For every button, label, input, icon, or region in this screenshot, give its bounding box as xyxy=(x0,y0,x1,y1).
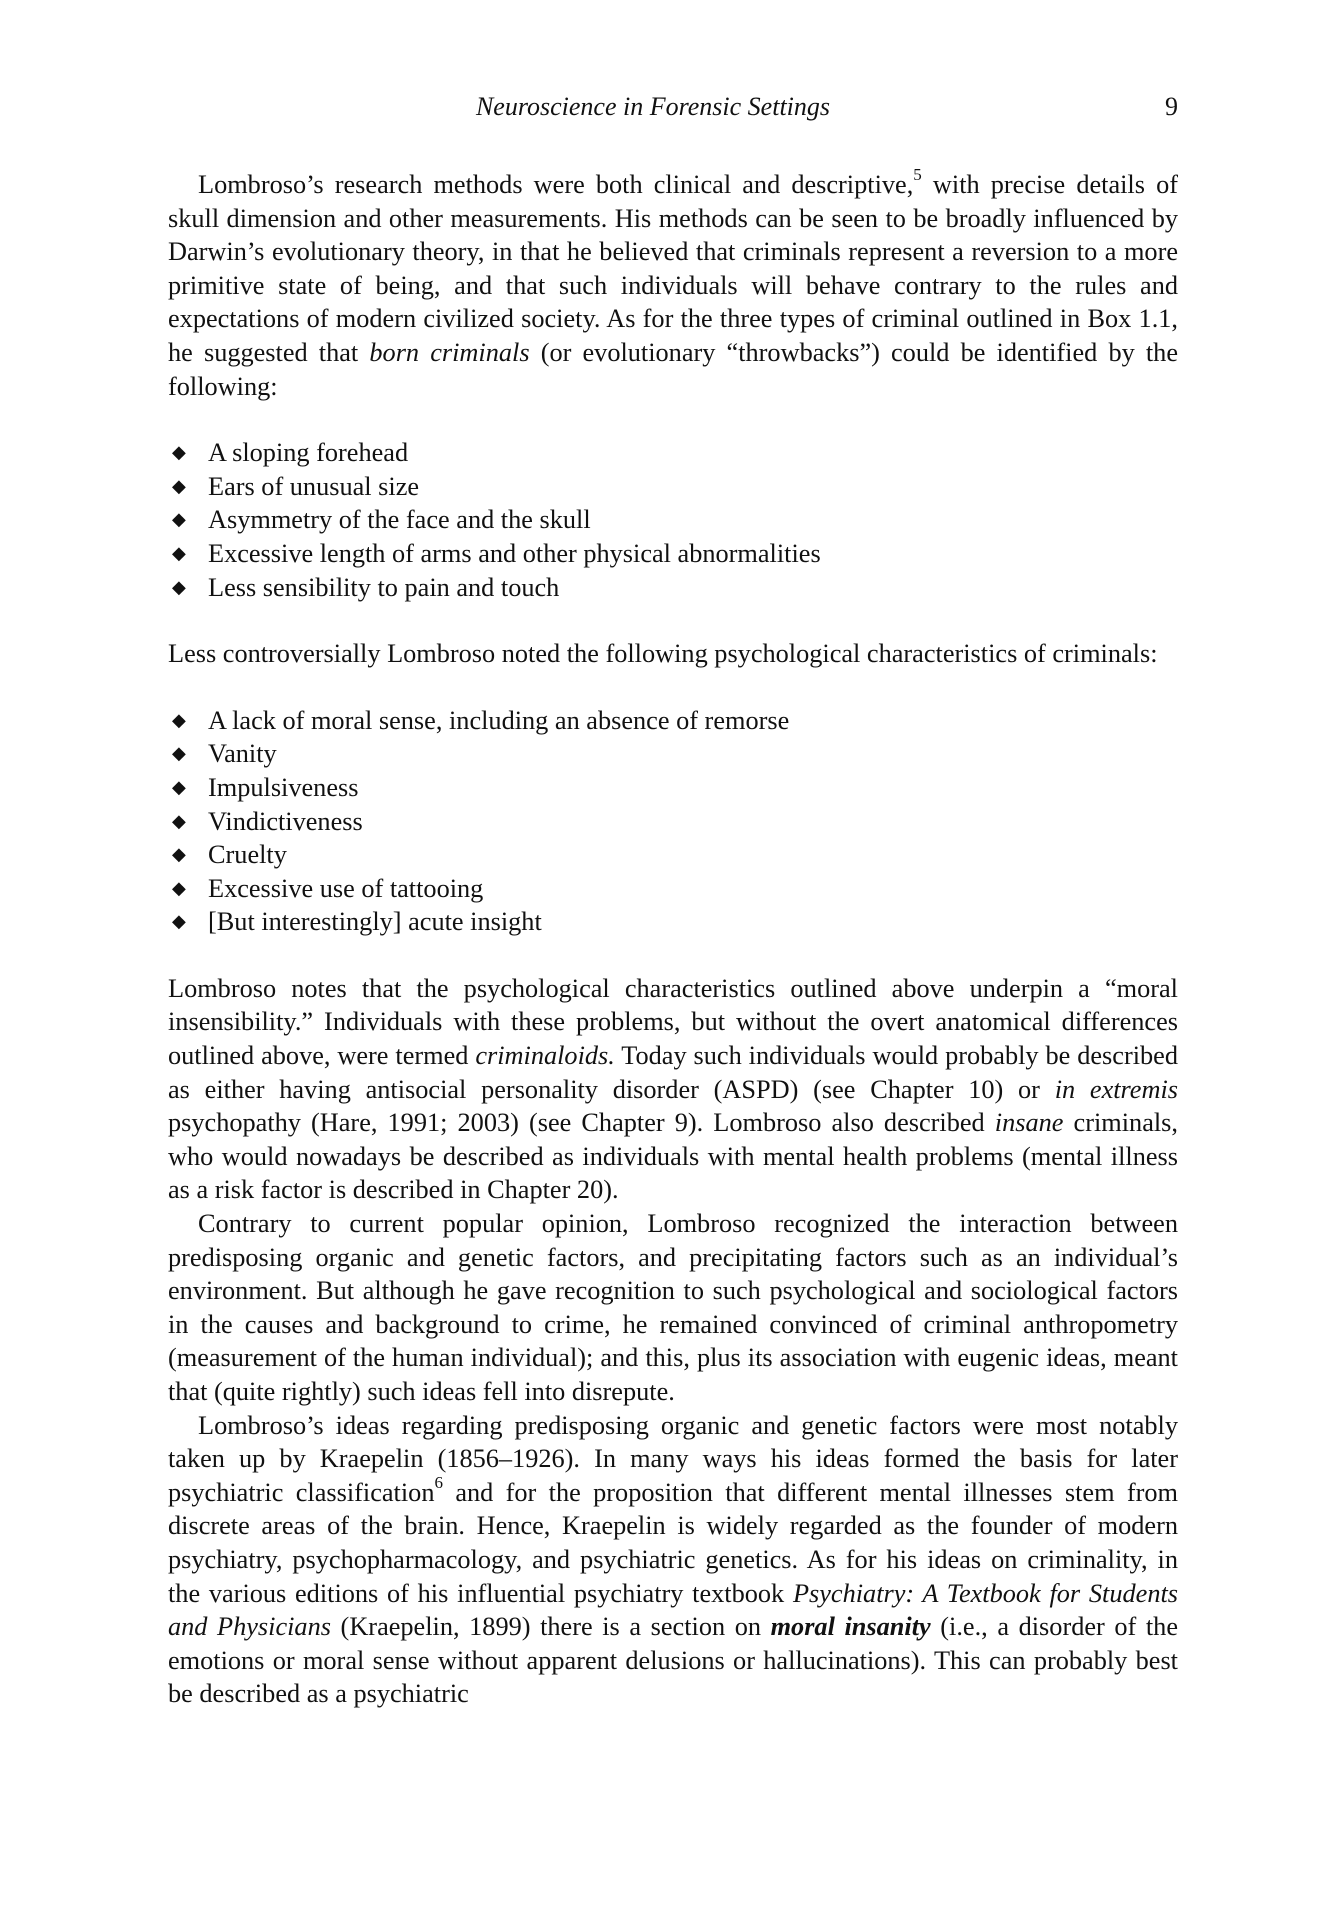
list-item-text: [But interestingly] acute insight xyxy=(208,907,542,937)
diamond-bullet-icon: ◆ xyxy=(172,475,186,496)
list-item xyxy=(168,805,1178,839)
paragraph-text: (Kraepelin, 1899) there is a section on xyxy=(330,1612,771,1642)
list-item-text: A sloping forehead xyxy=(208,438,409,468)
body-text xyxy=(168,165,1179,1711)
paragraph-moral-insensibility xyxy=(168,972,1178,1207)
list-item-text: Excessive length of arms and other physical abnormalities xyxy=(208,538,821,568)
footnote-ref: 5 xyxy=(913,165,922,185)
page-number: 9 xyxy=(1165,92,1178,121)
emphasis-text: moral insanity xyxy=(770,1612,931,1642)
list-item-text: A lack of moral sense, including an absence of remorse xyxy=(208,705,790,735)
emphasis-text: insane xyxy=(994,1108,1064,1138)
diamond-bullet-icon: ◆ xyxy=(172,743,186,764)
list-item-text: Excessive use of tattooing xyxy=(208,873,484,903)
paragraph-lombroso-methods xyxy=(168,165,1179,403)
paragraph-kraepelin xyxy=(168,1409,1178,1711)
physical-traits-list xyxy=(168,436,1178,604)
list-item-text: Cruelty xyxy=(208,840,287,870)
emphasis-text: born criminals xyxy=(369,337,530,367)
paragraph-text: (or evolutionary “throwbacks”) could be identified by the following: xyxy=(168,337,1179,401)
paragraph-text: Lombroso notes that the psychological characteristics outlined above underpin a “moral insensibility.” Individuals with these problems, but without the overt anatomical differences outlined above, were termed xyxy=(168,973,1178,1071)
paragraph-text: Today such individuals would probably be described as either having antisocial personality disorder (ASPD) (see Chapter 10) or xyxy=(168,1041,1178,1104)
footnote-ref: 6 xyxy=(434,1473,443,1493)
paragraph-text: criminals, who would nowadays be described as individuals with mental health problems (mental illness as a risk factor is described in Chapter 20). xyxy=(168,1108,1178,1205)
diamond-bullet-icon: ◆ xyxy=(172,709,186,730)
diamond-bullet-icon: ◆ xyxy=(172,776,186,797)
list-item xyxy=(168,872,1178,906)
paragraph-contrary-opinion: Contrary to current popular opinion, Lombroso recognized the interaction between predisposing organic and genetic factors, and precipitating factors such as an individual’s environment. But although he gave recognition to such psychological and sociological factors in the causes and background to crime, he remained convinced of criminal anthropometry (measurement of the human individual); and this, plus its association with eugenic ideas, meant that (quite rightly) such ideas fell into disrepute. xyxy=(168,1209,1178,1406)
book-title: Psychiatry: A Textbook for Students and Physicians xyxy=(168,1578,1179,1642)
psychological-traits-list xyxy=(168,704,1178,939)
list-item-text: Vindictiveness xyxy=(208,806,363,836)
diamond-bullet-icon: ◆ xyxy=(172,542,186,563)
list-item-text: Asymmetry of the face and the skull xyxy=(208,505,591,535)
list-item xyxy=(168,704,1178,738)
paragraph-text: Lombroso’s ideas regarding predisposing organic and genetic factors were most notably taken up by Kraepelin (1856–1926). In many ways his ideas formed the basis for later psychiatric classification xyxy=(168,1410,1178,1507)
list-item xyxy=(168,737,1178,771)
list-item xyxy=(168,905,1178,939)
list-item xyxy=(168,503,1178,537)
diamond-bullet-icon: ◆ xyxy=(172,509,186,530)
running-head: Neuroscience in Forensic Settings xyxy=(475,92,831,121)
paragraph-text: and for the proposition that different mental illnesses stem from discrete areas of the brain. Hence, Kraepelin is widely regarded as the founder of modern psychiatry, psychopharmacology, and psychiatric genetics. As for his ideas on criminality, in the various editions of his influential psychiatry textbook xyxy=(168,1477,1178,1608)
diamond-bullet-icon: ◆ xyxy=(172,844,186,865)
list-item-text: Ears of unusual size xyxy=(208,471,420,501)
list-item-text: Vanity xyxy=(208,739,277,769)
list-item xyxy=(168,571,1178,605)
diamond-bullet-icon: ◆ xyxy=(172,576,186,597)
diamond-bullet-icon: ◆ xyxy=(172,442,186,463)
emphasis-text: in extremis xyxy=(1054,1074,1179,1104)
diamond-bullet-icon: ◆ xyxy=(172,911,186,932)
paragraph-text: psychopathy (Hare, 1991; 2003) (see Chapter 9). Lombroso also described xyxy=(168,1108,995,1138)
list-item-text: Impulsiveness xyxy=(208,772,359,802)
diamond-bullet-icon: ◆ xyxy=(172,877,186,898)
emphasis-text: criminaloids. xyxy=(475,1041,615,1071)
list-item xyxy=(168,537,1178,571)
paragraph-psych-intro: Less controversially Lombroso noted the following psychological characteristics of criminals: xyxy=(168,639,1158,669)
paragraph-text: with precise details of skull dimension and other measurements. His methods can be seen to be broadly influenced by Darwin’s evolutionary theory, in that he believed that criminals represent a reversion to a more primitive state of being, and that such individuals will behave contrary to the rules and expectations of modern civilized society. As for the three types of criminal outlined in Box 1.1, he suggested that xyxy=(168,170,1178,367)
paragraph-text: (i.e., a disorder of the emotions or moral sense without apparent delusions or hallucinations). This can probably best be described as a psychiatric xyxy=(168,1612,1178,1709)
list-item xyxy=(168,436,1178,470)
paragraph-text: Lombroso’s research methods were both clinical and descriptive, xyxy=(198,170,914,199)
list-item xyxy=(168,470,1178,504)
list-item xyxy=(168,771,1178,805)
list-item xyxy=(168,838,1178,872)
diamond-bullet-icon: ◆ xyxy=(172,810,186,831)
list-item-text: Less sensibility to pain and touch xyxy=(208,572,560,602)
page-header xyxy=(168,92,1178,132)
